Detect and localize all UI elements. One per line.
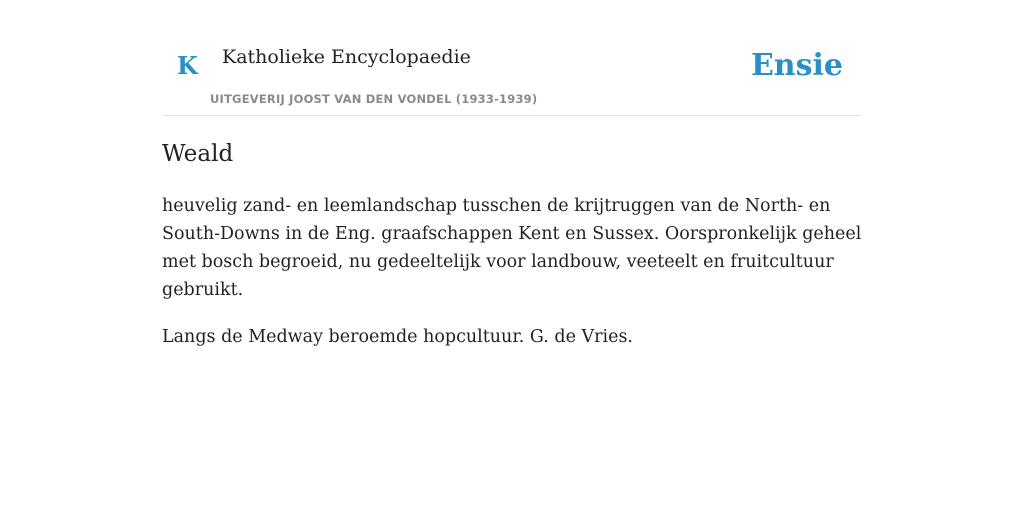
- ensie-logo-link[interactable]: Ensie: [750, 48, 843, 83]
- publisher-label: UITGEVERIJ JOOST VAN DEN VONDEL (1933-1939): [210, 92, 538, 106]
- article-paragraph: Langs de Medway beroemde hopcultuur. G. de Vries.: [162, 326, 633, 347]
- encyclopedia-logo[interactable]: K: [177, 51, 198, 80]
- page: [162, 0, 862, 351]
- article-body: [162, 192, 862, 351]
- site-header: [162, 0, 862, 116]
- article-paragraph: heuvelig zand- en leemlandschap tusschen de krijtruggen van de North- en South-Downs in de Eng. graafschappen Kent en Sussex. Oorspronkelijk geheel met bosch begroeid, nu gedeeltelijk voor landbouw, veeteelt en fruitcultuur gebruikt.: [162, 195, 862, 300]
- article-title: Weald: [162, 141, 234, 167]
- site-title-link[interactable]: Katholieke Encyclopaedie: [222, 46, 471, 68]
